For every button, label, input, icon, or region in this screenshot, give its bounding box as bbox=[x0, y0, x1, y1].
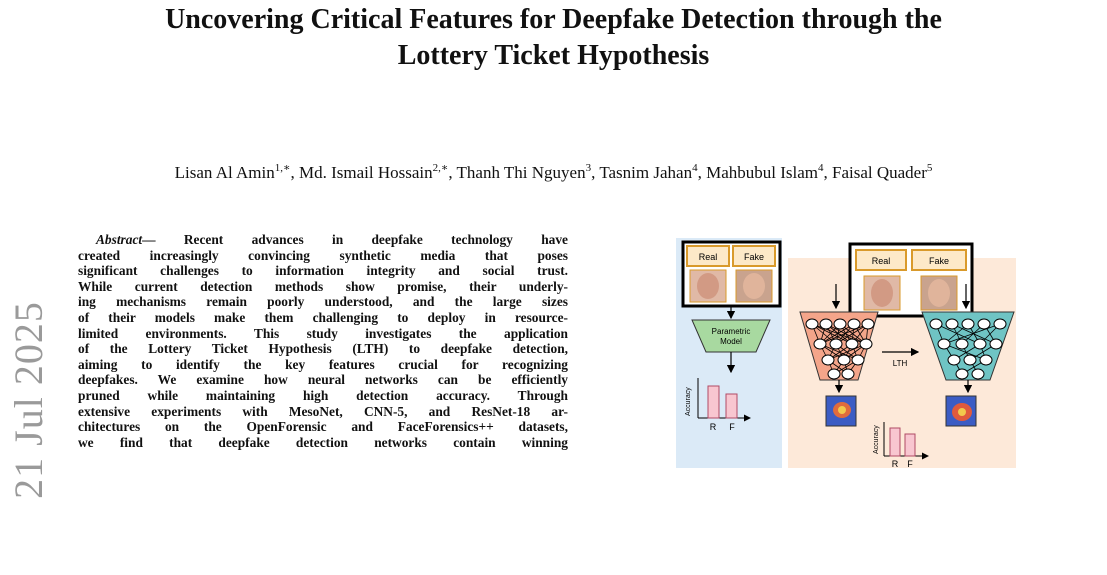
right-real-face-shape bbox=[871, 279, 893, 307]
author-name: Md. Ismail Hossain bbox=[298, 163, 433, 182]
right-fake-label: Fake bbox=[928, 256, 950, 266]
author-name: Thanh Thi Nguyen bbox=[456, 163, 586, 182]
abstract-line bbox=[78, 388, 568, 404]
network-node bbox=[822, 355, 834, 365]
abstract bbox=[78, 232, 568, 450]
abstract-line-text: significant challenges to information integrity and social trust. bbox=[78, 263, 568, 279]
abstract-line-text: we find that deepfake detection networks contain winning bbox=[78, 434, 568, 450]
right-real-label: Real bbox=[871, 256, 891, 266]
network-node bbox=[848, 319, 860, 329]
abstract-line bbox=[78, 279, 568, 295]
right-real-accuracy-bar bbox=[890, 428, 900, 456]
abstract-line bbox=[78, 419, 568, 435]
left-fake-label: Fake bbox=[743, 252, 765, 262]
author-separator: , bbox=[591, 163, 600, 182]
title-line-1: Uncovering Critical Features for Deepfake Detection through the bbox=[165, 4, 942, 35]
author-separator: , bbox=[448, 163, 457, 182]
figure-svg bbox=[676, 238, 1016, 468]
author-affiliation-marker: 4 bbox=[692, 162, 698, 174]
author-name: Faisal Quader bbox=[831, 163, 927, 182]
left-real-accuracy-bar bbox=[708, 386, 719, 418]
abstract-line-text: Recent advances in deepfake technology have bbox=[183, 232, 568, 247]
title-line-2: Lottery Ticket Hypothesis bbox=[397, 40, 710, 71]
abstract-line-text: extensive experiments with MesoNet, CNN-5, and ResNet-18 ar- bbox=[78, 403, 568, 419]
model-label-line-2: Model bbox=[720, 337, 742, 346]
author-affiliation-marker: 2,∗ bbox=[432, 162, 449, 174]
author-separator: , bbox=[697, 163, 707, 182]
left-real-label: Real bbox=[698, 252, 718, 262]
abstract-line bbox=[78, 357, 568, 373]
right-bar-label-r: R bbox=[891, 459, 899, 468]
abstract-line-text: aiming to identify the key features crucial for recognizing bbox=[78, 356, 568, 372]
network-node bbox=[964, 355, 976, 365]
abstract-line-text: of their models make them challenging to deploy in resource- bbox=[78, 309, 568, 325]
network-node bbox=[846, 339, 858, 349]
abstract-line-text: ing mechanisms remain poorly understood, and the large sizes bbox=[78, 294, 568, 310]
left-bar-label-f: F bbox=[729, 422, 735, 432]
abstract-line bbox=[78, 341, 568, 357]
author-name: Mahbubul Islam bbox=[706, 163, 818, 182]
network-node bbox=[862, 319, 874, 329]
author-affiliation-marker: 1,∗ bbox=[274, 162, 291, 174]
author-list bbox=[0, 162, 1107, 184]
network-node bbox=[946, 319, 958, 329]
abstract-line bbox=[78, 232, 568, 248]
network-node bbox=[820, 319, 832, 329]
network-node bbox=[834, 319, 846, 329]
arxiv-date-stamp: 21 Jul 2025 bbox=[6, 301, 51, 499]
network-node bbox=[962, 319, 974, 329]
right-bar-label-f: F bbox=[907, 459, 913, 468]
abstract-line-text: of the Lottery Ticket Hypothesis (LTH) to deepfake detection, bbox=[78, 341, 568, 357]
left-real-face-shape bbox=[697, 273, 719, 299]
network-node bbox=[938, 339, 950, 349]
network-node bbox=[814, 339, 826, 349]
abstract-line-text: While current detection methods show promise, their underly- bbox=[78, 278, 568, 294]
right-fake-accuracy-bar bbox=[905, 434, 915, 456]
left-fake-accuracy-bar bbox=[726, 394, 737, 418]
abstract-line bbox=[78, 310, 568, 326]
network-node bbox=[806, 319, 818, 329]
lth-label: LTH bbox=[892, 359, 908, 368]
network-node bbox=[852, 355, 864, 365]
parametric-model-shape bbox=[692, 320, 770, 352]
author-name: Tasnim Jahan bbox=[599, 163, 693, 182]
author-separator: , bbox=[823, 163, 832, 182]
network-node bbox=[948, 355, 960, 365]
abstract-line-text: limited environments. This study investigates the application bbox=[78, 325, 568, 341]
author-separator: , bbox=[290, 163, 299, 182]
network-node bbox=[828, 369, 840, 379]
abstract-line-text: created increasingly convincing synthetic media that poses bbox=[78, 247, 568, 263]
abstract-line-text: deepfakes. We examine how neural networks can be efficiently bbox=[78, 372, 568, 388]
dense-heatmap-core bbox=[838, 406, 846, 414]
model-label-line-1: Parametric bbox=[711, 327, 751, 336]
network-node bbox=[994, 319, 1006, 329]
network-node bbox=[842, 369, 854, 379]
network-node bbox=[974, 339, 986, 349]
abstract-dash: — bbox=[142, 232, 156, 247]
abstract-label: Abstract bbox=[96, 232, 143, 247]
abstract-line bbox=[78, 248, 568, 264]
abstract-line bbox=[78, 435, 568, 451]
abstract-line bbox=[78, 372, 568, 388]
network-node bbox=[956, 369, 968, 379]
network-node bbox=[980, 355, 992, 365]
paper-title bbox=[0, 2, 1107, 74]
abstract-line bbox=[78, 263, 568, 279]
network-node bbox=[930, 319, 942, 329]
right-accuracy-axis-label: Accuracy bbox=[873, 425, 880, 454]
network-node bbox=[972, 369, 984, 379]
author-name: Lisan Al Amin bbox=[174, 163, 275, 182]
network-node bbox=[978, 319, 990, 329]
network-node bbox=[860, 339, 872, 349]
lth-overview-figure bbox=[676, 238, 1016, 468]
left-accuracy-axis-label: Accuracy bbox=[685, 387, 692, 416]
network-node bbox=[830, 339, 842, 349]
pruned-heatmap-core bbox=[958, 408, 966, 416]
left-bar-label-r: R bbox=[709, 422, 717, 432]
author-affiliation-marker: 5 bbox=[926, 162, 933, 174]
left-fake-face-shape bbox=[743, 273, 765, 299]
abstract-line bbox=[78, 404, 568, 420]
network-node bbox=[990, 339, 1002, 349]
abstract-line-text: pruned while maintaining high detection accuracy. Through bbox=[78, 387, 568, 403]
right-fake-face-shape bbox=[928, 279, 950, 307]
abstract-line bbox=[78, 294, 568, 310]
author-affiliation-marker: 4 bbox=[817, 162, 824, 174]
author-affiliation-marker: 3 bbox=[585, 162, 592, 174]
network-node bbox=[838, 355, 850, 365]
network-node bbox=[956, 339, 968, 349]
abstract-line-text: chitectures on the OpenForensic and FaceForensics++ datasets, bbox=[78, 419, 568, 435]
abstract-line bbox=[78, 326, 568, 342]
